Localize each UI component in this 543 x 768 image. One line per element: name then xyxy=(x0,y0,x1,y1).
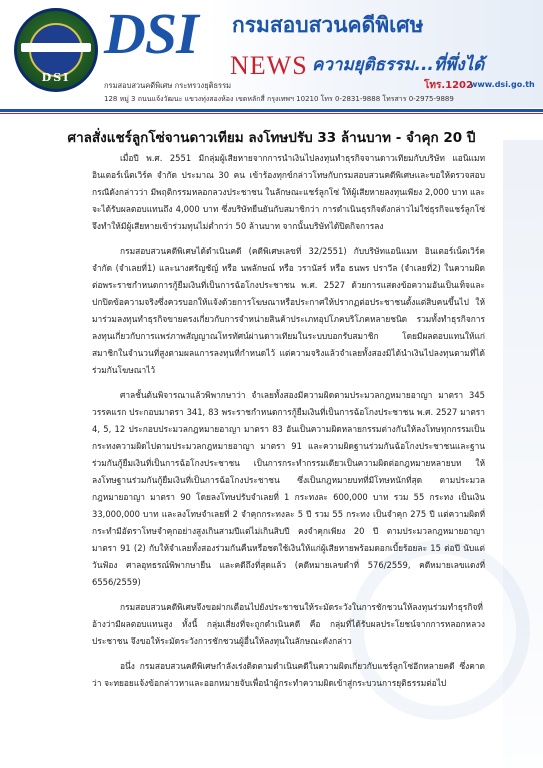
paragraph-2: กรมสอบสวนคดีพิเศษได้ดำเนินคดี (คดีพิเศษเลขที่ 32/2551) กับบริษัทแอนิแมท อินเตอร์เน็ตเวิร์ค จำกัด (จำเลยที่1) และนางศรัญชัญ์ หรือ นพลักษณ์ หรือ วรานัสร์ หรือ ธนพร ปราวีล (จำเลยที่2) ในความผิดต่อพระราชกำหนดการกู้ยืมเงินที่เป็นการฉ้อโกงประชาชน พ.ศ. 2527 ด้วยการแสดงข้อความอันเป็นเท็จและปกปิดข้อความจริงซึ่งควรบอกให้แจ้งด้วยการโฆษณาหรือประกาศให้ปรากฏต่อประชาชนตั้งแต่สิบคนขึ้นไป ให้มาร่วมลงทุนทำธุรกิจขายตรงเกี่ยวกับการจำหน่ายสินค้าประเภทอุปโภคบริโภคหลายชนิด รวมทั้งทำธุรกิจการลงทุนเกี่ยวกับการแพร่ภาพสัญญาณโทรทัศน์ผ่านดาวเทียมในระบบบอกรับสมาชิก โดยมีผลตอบแทนให้แก่สมาชิกในจำนวนที่สูงตามผลแการลงทุนที่กำหนดไว้ แต่ความจริงแล้วจำเลยทั้งสองมิได้นำเงินไปลงทุนตามที่ได้ร่วมกันโฆษณาไว้ xyxy=(92,246,485,375)
tagline: ความยุติธรรม...ที่พึ่งได้ xyxy=(312,55,485,75)
emblem-caption: DSI xyxy=(41,71,71,84)
brand-dsi: DSI xyxy=(104,1,198,66)
department-name: กรมสอบสวนคดีพิเศษ กระทรวงยุติธรรม xyxy=(104,81,232,90)
paragraph-5: อนึ่ง กรมสอบสวนคดีพิเศษกำลังเร่งติดตามดำเนินคดีในความผิดเกี่ยวกับแชร์ลูกโซ่อีกหลายคดี ซึ่งคาดว่า จะทยอยแจ้งข้อกล่าวหาและออกหมายจับเพื่อนำผู้กระทำความผิดเข้าสู่กระบวนการยุติธรรมต่อไป xyxy=(92,661,485,688)
dsi-emblem-logo xyxy=(14,8,98,92)
news-headline: ศาลสั่งแชร์ลูกโซ่จานดาวเทียม ลงโทษปรับ 33 ล้านบาท - จำคุก 20 ปี xyxy=(67,130,476,146)
hotline-number: โทร.1202 xyxy=(424,80,473,91)
paragraph-4: กรมสอบสวนคดีพิเศษจึงขอฝากเตือนไปยังประชาชนให้ระมัดระวังในการชักชวนให้ลงทุนร่วมทำธุรกิจที่อ้างว่ามีผลตอบแทนสูง ทั้งนี้ กลุ่มเสี่ยงที่จะถูกดำเนินคดี คือ กลุ่มที่ได้รับผลประโยชน์จากการหลอกหลวงประชาชน จึงขอให้ระมัดระวังการชักชวนผู้อื่นให้ลงทุนในลักษณะดังกล่าว xyxy=(92,602,485,646)
header-divider-blue xyxy=(0,109,543,112)
masthead xyxy=(0,0,543,120)
paragraph-1: เมื่อปี พ.ศ. 2551 มีกลุ่มผู้เสียหายจากการนำเงินไปลงทุนทำธุรกิจจานดาวเทียมกับบริษัท แอนิแมท อินเตอร์เน็ตเวิร์ค จำกัด ประมาณ 30 คน เข้าร้องทุกข์กล่าวโทษกับกรมสอบสวนคดีพิเศษและขอให้ตรวจสอบกรณีดังกล่าวว่า มีพฤติกรรมหลอกลวงประชาชน ในลักษณะแชร์ลูกโซ่ ให้ผู้เสียหายลงทุนเพียง 2,000 บาท และจะได้รับผลตอบแทนถึง 4,000 บาท ซึ่งบริษัทยืนยันกับสมาชิกว่า การดำเนินธุรกิจดังกล่าวไม่ใช่ธุรกิจแชร์ลูกโซ่ จึงทำให้มีผู้เสียหายเข้าร่วมทุนไม่ต่ำกว่า 50 ล้านบาท จากนั้นบริษัทได้ปิดกิจการลง xyxy=(92,153,485,231)
header-divider-red xyxy=(0,113,543,114)
brand-news: NEWS xyxy=(230,51,308,80)
article-body xyxy=(92,150,485,700)
emblem-ribbon xyxy=(21,43,91,52)
address-line: 128 หมู่ 3 ถนนแจ้งวัฒนะ แขวงทุ่งสองห้อง เขตหลักสี่ กรุงเทพฯ 10210 โทร 0-2831-9888 โทรสาร 0-2975-9889 xyxy=(104,95,454,103)
paragraph-3: ศาลชั้นต้นพิจารณาแล้วพิพากษาว่า จำเลยทั้งสองมีความผิดตามประมวลกฎหมายอาญา มาตรา 345 วรรคแรก ประกอบมาตรา 341, 83 พระราชกำหนดการกู้ยืมเงินที่เป็นการฉ้อโกงประชาชน พ.ศ. 2527 มาตรา 4, 5, 12 ประกอบประมวลกฎหมายอาญา มาตรา 83 อันเป็นความผิดหลายกรรมต่างกันให้ลงโทษทุกกรรมเป็นกระทงความผิดไปตามประมวลกฎหมายอาญา มาตรา 91 และความผิดฐานร่วมกันฉ้อโกงประชาชนและฐานร่วมกันกู้ยืมเงินที่เป็นการฉ้อโกงประชาชน เป็นการกระทำกรรมเดียวเป็นความผิดต่อกฎหมายหลายบท ให้ลงโทษฐานร่วมกันกู้ยืมเงินที่เป็นการฉ้อโกงประชาชน ซึ่งเป็นกฎหมายบทที่มีโทษหนักที่สุด ตามประมวลกฎหมายอาญา มาตรา 90 โดยลงโทษปรับจำเลยที่ 1 กระทงละ 600,000 บาท รวม 55 กระทง เป็นเงิน 33,000,000 บาท และลงโทษจำเลยที่ 2 จำคุกกระทงละ 5 ปี รวม 55 กระทง เป็นจำคุก 275 ปี แต่ความผิดที่กระทำมีอัตราโทษจำคุกอย่างสูงเกินสามปีแต่ไม่เกินสิบปี คงจำคุกเพียง 20 ปี ตามประมวลกฎหมายอาญา มาตรา 91 (2) กับให้จำเลยทั้งสองร่วมกันคืนหรือชดใช้เงินให้แก่ผู้เสียหายพร้อมดอกเบี้ยร้อยละ 15 ต่อปี นับแต่วันฟ้อง ศาลอุทธรณ์พิพากษายืน และคดีถึงที่สุดแล้ว (คดีหมายเลขดำที่ 576/2559, คดีหมายเลขแดงที่ 6556/2559) xyxy=(92,390,485,587)
website-url[interactable]: www.dsi.go.th xyxy=(470,80,535,89)
thai-agency-title: กรมสอบสวนคดีพิเศษ xyxy=(232,13,424,37)
